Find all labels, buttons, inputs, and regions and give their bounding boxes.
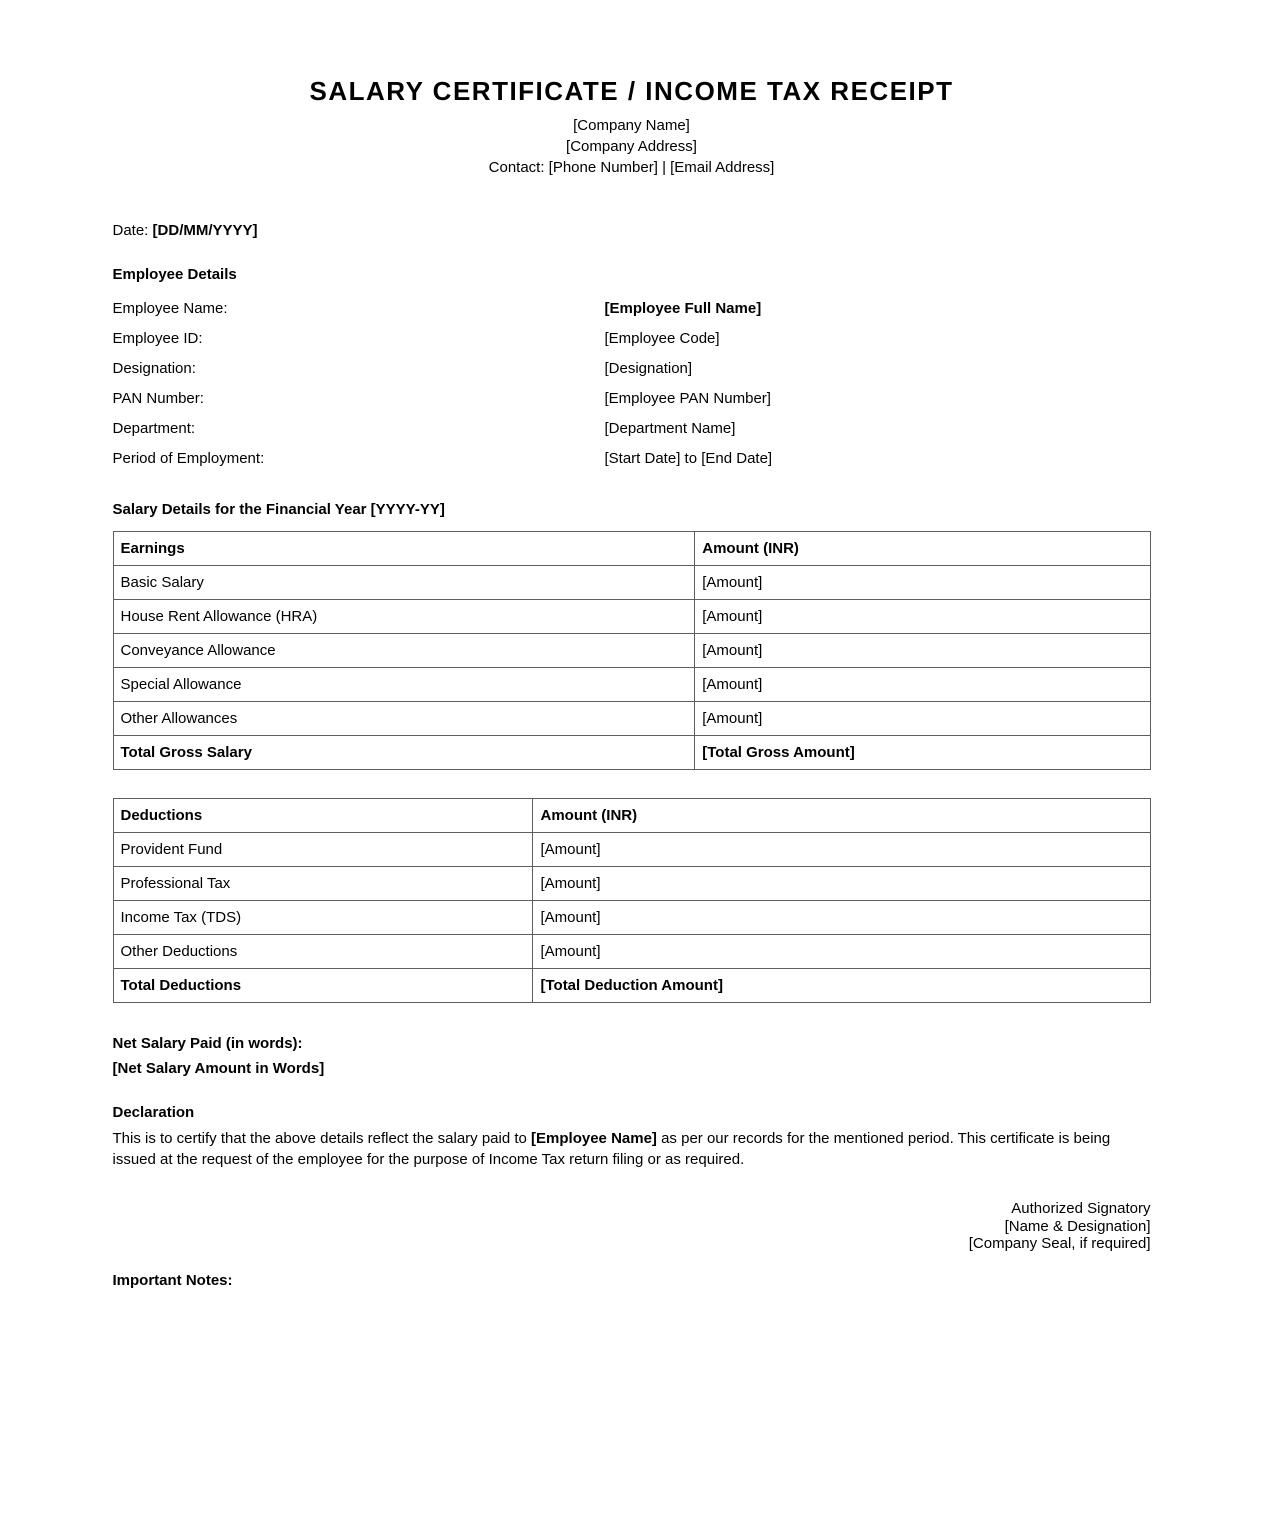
employee-row-value: [Department Name]	[604, 420, 736, 437]
earnings-table	[113, 531, 1151, 770]
company-name: [Company Name]	[573, 117, 690, 134]
declaration-text	[113, 1128, 1151, 1170]
employee-row-value: [Employee Full Name]	[604, 300, 762, 317]
employee-row-label: Employee Name:	[112, 300, 228, 317]
earnings-total-amount: [Total Gross Amount]	[695, 736, 1150, 770]
table-row	[113, 935, 1150, 969]
employee-row-department	[113, 420, 1151, 437]
table-row	[113, 668, 1150, 702]
salary-details-heading: Salary Details for the Financial Year [YYYY-YY]	[112, 501, 445, 518]
date-value: [DD/MM/YYYY]	[152, 222, 258, 239]
employee-row-label: Department:	[112, 420, 196, 437]
deductions-total-label: Total Deductions	[113, 969, 533, 1003]
declaration-employee-name: [Employee Name]	[531, 1130, 657, 1147]
table-row	[113, 702, 1150, 736]
declaration-heading: Declaration	[112, 1104, 195, 1121]
company-header	[113, 115, 1151, 178]
employee-row-value: [Employee PAN Number]	[604, 390, 771, 407]
table-row	[113, 901, 1150, 935]
deductions-total-amount: [Total Deduction Amount]	[533, 969, 1150, 1003]
earnings-amount-header-cell: Amount (INR)	[695, 532, 1150, 566]
deductions-header-cell: Deductions	[113, 799, 533, 833]
earnings-item-amount: [Amount]	[695, 668, 1150, 702]
employee-row-pan	[113, 390, 1151, 407]
employee-details-list	[113, 300, 1151, 467]
employee-row-designation	[113, 360, 1151, 377]
employee-row-value: [Employee Code]	[604, 330, 720, 347]
earnings-item-amount: [Amount]	[695, 634, 1150, 668]
earnings-item-label: Basic Salary	[113, 566, 695, 600]
date-label: Date:	[112, 222, 153, 239]
earnings-item-amount: [Amount]	[695, 702, 1150, 736]
deductions-header-row	[113, 799, 1150, 833]
earnings-item-label: House Rent Allowance (HRA)	[113, 600, 695, 634]
deductions-item-label: Professional Tax	[113, 867, 533, 901]
document-title: SALARY CERTIFICATE / INCOME TAX RECEIPT	[309, 76, 954, 106]
table-row	[113, 634, 1150, 668]
table-row	[113, 566, 1150, 600]
date-line	[113, 222, 1151, 239]
deductions-item-amount: [Amount]	[533, 833, 1150, 867]
signature-name-designation: [Name & Designation]	[1004, 1217, 1151, 1235]
employee-row-label: Designation:	[112, 360, 196, 377]
deductions-table	[113, 798, 1151, 1003]
important-notes-heading: Important Notes:	[112, 1271, 233, 1289]
deductions-amount-header-cell: Amount (INR)	[533, 799, 1150, 833]
net-salary-value: [Net Salary Amount in Words]	[112, 1060, 325, 1077]
employee-row-value: [Designation]	[604, 360, 693, 377]
table-row	[113, 600, 1150, 634]
deductions-item-amount: [Amount]	[533, 867, 1150, 901]
signature-company-seal: [Company Seal, if required]	[968, 1235, 1151, 1252]
deductions-item-amount: [Amount]	[533, 935, 1150, 969]
employee-row-id	[113, 330, 1151, 347]
earnings-item-amount: [Amount]	[695, 566, 1150, 600]
employee-details-heading: Employee Details	[112, 266, 237, 283]
net-salary-label: Net Salary Paid (in words):	[112, 1035, 303, 1052]
earnings-item-amount: [Amount]	[695, 600, 1150, 634]
company-contact: Contact: [Phone Number] | [Email Address]	[488, 159, 775, 176]
table-row	[113, 867, 1150, 901]
deductions-item-amount: [Amount]	[533, 901, 1150, 935]
earnings-item-label: Other Allowances	[113, 702, 695, 736]
employee-row-label: PAN Number:	[112, 390, 204, 407]
employee-row-name	[113, 300, 1151, 317]
employee-row-period	[113, 450, 1151, 467]
deductions-item-label: Provident Fund	[113, 833, 533, 867]
declaration-text-before: This is to certify that the above details reflect the salary paid to	[112, 1130, 532, 1147]
company-address: [Company Address]	[566, 138, 697, 155]
earnings-item-label: Special Allowance	[113, 668, 695, 702]
earnings-total-row	[113, 736, 1150, 770]
signature-title: Authorized Signatory	[1011, 1200, 1151, 1217]
declaration-text-after: as per our records for the mentioned period. This certificate is being issued at the request of the employee for the purpose of Income Tax return filing or as required.	[112, 1130, 1111, 1168]
document-content	[113, 0, 1151, 1288]
earnings-total-label: Total Gross Salary	[113, 736, 695, 770]
table-row	[113, 833, 1150, 867]
deductions-item-label: Income Tax (TDS)	[113, 901, 533, 935]
employee-row-label: Period of Employment:	[112, 450, 265, 467]
deductions-total-row	[113, 969, 1150, 1003]
deductions-item-label: Other Deductions	[113, 935, 533, 969]
earnings-header-cell: Earnings	[113, 532, 695, 566]
employee-row-value: [Start Date] to [End Date]	[604, 450, 773, 467]
earnings-header-row	[113, 532, 1150, 566]
signature-block	[113, 1200, 1151, 1253]
earnings-item-label: Conveyance Allowance	[113, 634, 695, 668]
employee-row-label: Employee ID:	[112, 330, 203, 347]
